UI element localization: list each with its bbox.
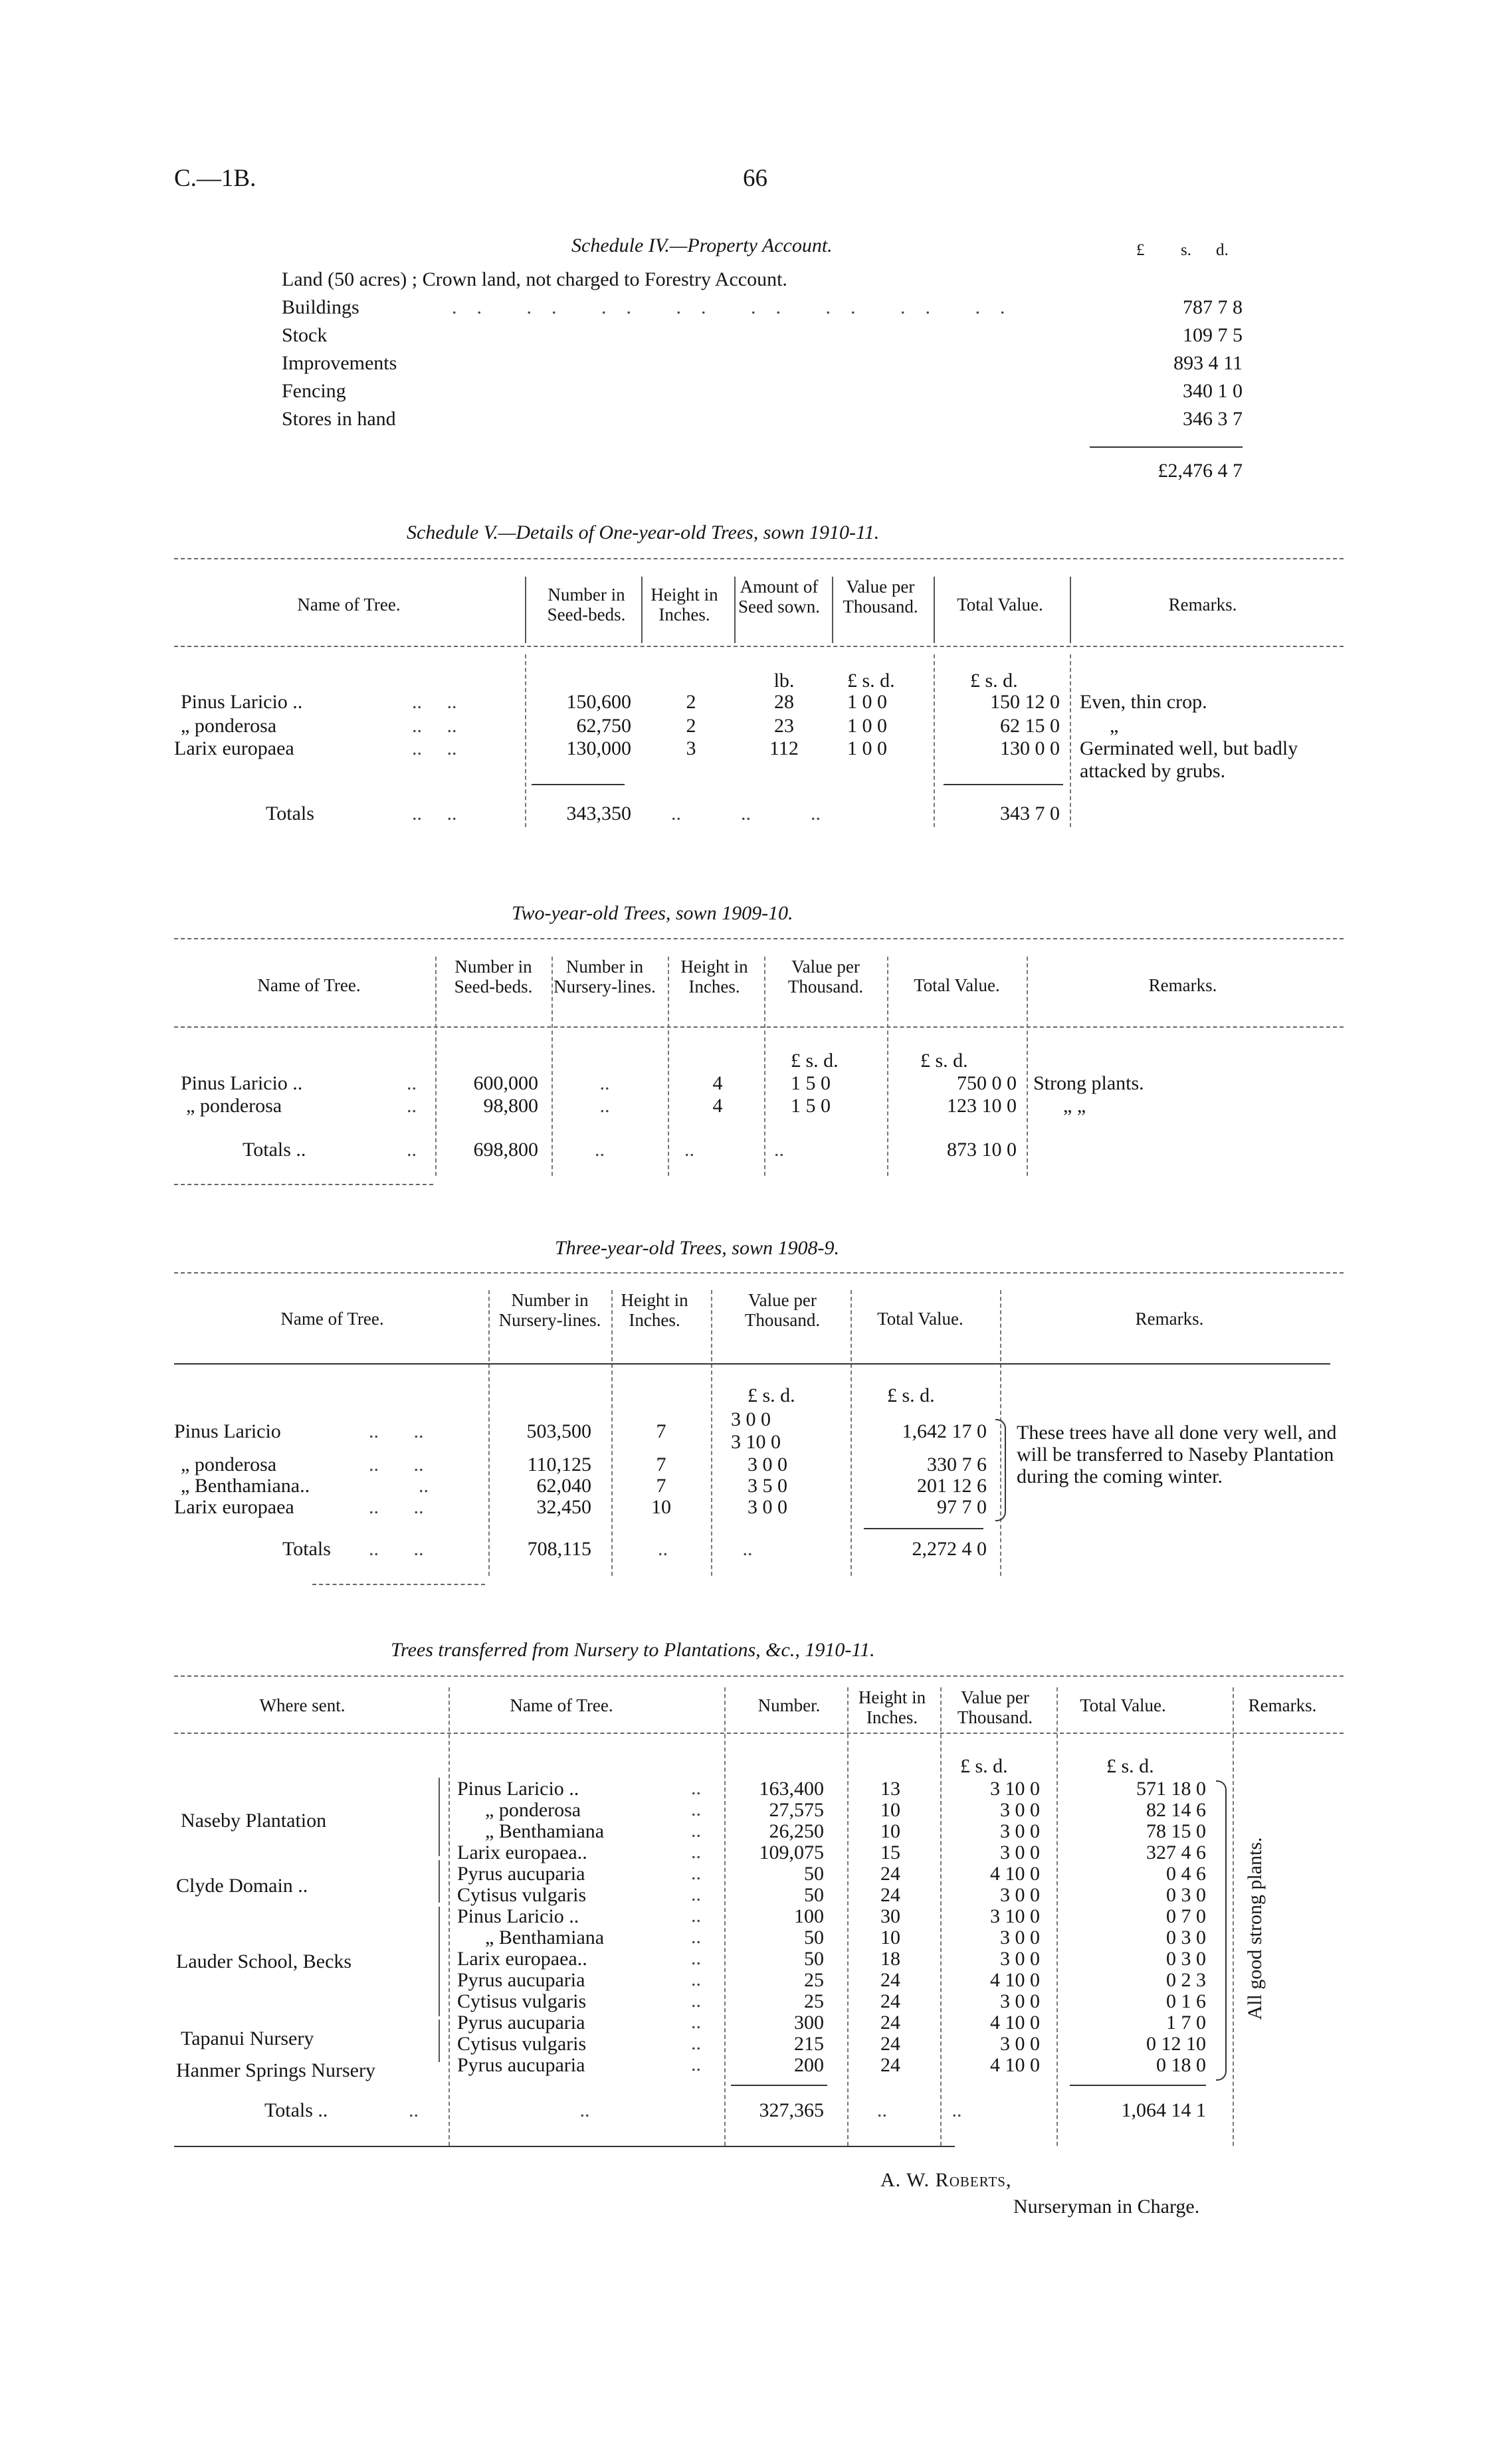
col-header-total: Total Value. xyxy=(877,1309,963,1329)
table-row-name: „ Benthamiana.. xyxy=(181,1475,310,1497)
number-cell: 27,575 xyxy=(769,1799,824,1821)
number-cell: 50 xyxy=(804,1884,824,1906)
total-cell: 571 18 0 xyxy=(1136,1778,1206,1800)
total-rule xyxy=(1090,446,1243,448)
unit-total: £ s. d. xyxy=(920,1050,968,1072)
leader-dots: .. .. xyxy=(369,1454,424,1475)
col-header-seed: Number in Seed-beds. xyxy=(454,957,533,996)
value-cell: 3 0 0 xyxy=(1000,2033,1040,2055)
col-header-height: Height in Inches. xyxy=(680,957,748,996)
total-cell: 150 12 0 xyxy=(990,691,1060,713)
height-cell: 24 xyxy=(880,2033,900,2055)
col-divider xyxy=(525,577,526,643)
height-cell: 18 xyxy=(880,1948,900,1970)
property-value-improvements: 893 4 11 xyxy=(1173,352,1243,374)
table-bottom-rule xyxy=(312,1584,485,1585)
leader-dots: .. xyxy=(419,1475,429,1497)
table-top-rule xyxy=(174,558,1344,559)
total-cell: 0 12 10 xyxy=(1146,2033,1206,2055)
col-header-number: Number in Seed-beds. xyxy=(547,585,626,624)
height-cell: 7 xyxy=(656,1420,666,1442)
col-divider xyxy=(724,1687,726,2146)
number-cell: 62,750 xyxy=(576,715,631,737)
height-cell: 7 xyxy=(656,1454,666,1475)
value-cell: 3 0 0 xyxy=(1000,1842,1040,1863)
col-header-amount: Amount of Seed sown. xyxy=(738,577,820,616)
number-cell: 62,040 xyxy=(536,1475,591,1497)
table-row-name: „ Benthamiana xyxy=(485,1927,605,1948)
value-cell: 3 0 0 xyxy=(1000,1820,1040,1842)
signature-title: Nurseryman in Charge. xyxy=(1013,2196,1200,2218)
table-row-name: Pyrus aucuparia xyxy=(457,1969,585,1991)
value-cell: 1 0 0 xyxy=(847,691,887,713)
col-divider xyxy=(449,1687,450,2146)
height-cell: 24 xyxy=(880,2012,900,2034)
leader-dots: .. .. xyxy=(369,1420,424,1442)
col-divider xyxy=(1070,577,1071,643)
table-row-name: Pinus Laricio .. xyxy=(181,691,303,713)
total-cell: 123 10 0 xyxy=(947,1095,1017,1117)
header-bottom-rule xyxy=(174,646,1344,647)
place-clyde: Clyde Domain .. xyxy=(176,1875,308,1897)
col-divider xyxy=(934,654,935,827)
amount-cell: 112 xyxy=(769,737,799,759)
value-cell: 3 10 0 xyxy=(990,1778,1040,1800)
height-cell: 4 xyxy=(712,1095,723,1117)
col-header-nursery: Number in Nursery-lines. xyxy=(553,957,656,996)
totals-rule xyxy=(944,784,1063,785)
leader-dots: .. .. .. xyxy=(671,803,821,824)
totals-label: Totals .. xyxy=(243,1139,306,1161)
total-cell: 0 7 0 xyxy=(1166,1905,1206,1927)
col-header-remarks: Remarks. xyxy=(1248,1695,1317,1715)
property-row-improvements: Improvements xyxy=(282,352,397,374)
remarks-cell: „ xyxy=(1110,715,1119,737)
value-cell: 1 5 0 xyxy=(791,1072,831,1094)
property-value-buildings: 787 7 8 xyxy=(1183,296,1243,318)
height-cell: 24 xyxy=(880,1990,900,2012)
col-divider xyxy=(525,654,526,827)
col-header-total: Total Value. xyxy=(1080,1695,1166,1715)
place-tapanui: Tapanui Nursery xyxy=(181,2028,314,2049)
unit-value: £ s. d. xyxy=(748,1384,795,1406)
table-row-name: Pyrus aucuparia xyxy=(457,2012,585,2034)
three-year-title: Three-year-old Trees, sown 1908-9. xyxy=(555,1237,839,1259)
totals-number: 708,115 xyxy=(527,1538,591,1560)
col-header-remarks: Remarks. xyxy=(1135,1309,1204,1329)
totals-rule xyxy=(731,2085,827,2086)
col-divider xyxy=(934,577,935,643)
leader-dots: .. xyxy=(407,1139,417,1161)
group-bracket xyxy=(439,1860,440,1903)
property-value-stock: 109 7 5 xyxy=(1183,324,1243,346)
seed-cell: 98,800 xyxy=(483,1095,538,1117)
land-line: Land (50 acres) ; Crown land, not charged to Forestry Account. xyxy=(282,268,787,290)
unit-value: £ s. d. xyxy=(960,1755,1008,1777)
number-cell: 50 xyxy=(804,1863,824,1885)
height-cell: 24 xyxy=(880,1863,900,1885)
amount-cell: 23 xyxy=(774,715,794,737)
col-divider xyxy=(552,957,553,1176)
table-top-rule xyxy=(174,1272,1344,1274)
col-header-number: Number. xyxy=(757,1695,821,1715)
height-cell: 10 xyxy=(880,1927,900,1948)
leader-dots: .. .. xyxy=(412,803,457,824)
totals-seed: 698,800 xyxy=(473,1139,538,1161)
number-cell: 215 xyxy=(794,2033,824,2055)
header-bottom-rule xyxy=(174,1733,1344,1734)
page-reference: C.—1B. xyxy=(174,165,256,192)
table-row-name: Larix europaea.. xyxy=(457,1842,587,1863)
table-row-name: Cytisus vulgaris xyxy=(457,2033,587,2055)
table-bottom-rule xyxy=(174,1184,433,1185)
header-bottom-rule xyxy=(174,1026,1344,1028)
total-cell: 1 7 0 xyxy=(1166,2012,1206,2034)
leader-dots: .. .. .. .. .. .. .. .. xyxy=(452,296,1025,318)
table-row-name: „ ponderosa xyxy=(186,1095,282,1117)
col-header-height: Height in Inches. xyxy=(858,1687,926,1727)
leader-dots: .. .. xyxy=(369,1538,424,1560)
value-cell: 4 10 0 xyxy=(990,2054,1040,2076)
totals-value: 343 7 0 xyxy=(1000,803,1060,824)
number-cell: 50 xyxy=(804,1927,824,1948)
place-hanmer: Hanmer Springs Nursery xyxy=(176,2059,375,2081)
unit-lb: lb. xyxy=(773,670,795,692)
leader-dots: .. xyxy=(409,2099,419,2121)
remarks-cell: Strong plants. xyxy=(1033,1072,1144,1094)
col-divider xyxy=(1027,957,1028,1176)
total-cell: 0 3 0 xyxy=(1166,1948,1206,1970)
property-row-buildings: Buildings xyxy=(282,296,359,318)
place-lauder: Lauder School, Becks xyxy=(176,1950,352,1972)
value-cell: 4 10 0 xyxy=(990,1863,1040,1885)
number-cell: 300 xyxy=(794,2012,824,2034)
height-cell: 10 xyxy=(880,1820,900,1842)
schedule-v-title: Schedule V.—Details of One-year-old Trees, sown 1910-11. xyxy=(407,521,880,543)
table-row-name: Larix europaea xyxy=(174,1496,294,1518)
number-cell: 25 xyxy=(804,1990,824,2012)
table-row-name: „ ponderosa xyxy=(485,1799,581,1821)
property-value-stores: 346 3 7 xyxy=(1183,408,1243,430)
table-row-name: Cytisus vulgaris xyxy=(457,1884,587,1906)
group-bracket xyxy=(439,1907,440,2016)
height-cell: 24 xyxy=(880,2054,900,2076)
total-cell: 62 15 0 xyxy=(1000,715,1060,737)
value-cell: 4 10 0 xyxy=(990,2012,1040,2034)
number-cell: 150,600 xyxy=(566,691,631,713)
table-row-name: Larix europaea xyxy=(174,737,294,759)
group-bracket xyxy=(439,1778,440,1856)
table-row-name: Pyrus aucuparia xyxy=(457,2054,585,2076)
col-divider xyxy=(847,1687,849,2146)
three-year-remarks: These trees have all done very well, and will be transferred to Naseby Plantation during the coming winter. xyxy=(1017,1422,1337,1487)
table-bottom-rule xyxy=(174,2146,955,2147)
property-row-stores: Stores in hand xyxy=(282,408,396,430)
leader-dots: .. .. xyxy=(412,691,457,713)
value-cell: 4 10 0 xyxy=(990,1969,1040,1991)
number-cell: 109,075 xyxy=(759,1842,824,1863)
pence-col-header: d. xyxy=(1216,241,1229,259)
seed-cell: 600,000 xyxy=(473,1072,538,1094)
total-cell: 82 14 6 xyxy=(1146,1799,1206,1821)
two-year-title: Two-year-old Trees, sown 1909-10. xyxy=(512,902,793,924)
table-row-name: „ ponderosa xyxy=(181,715,277,737)
height-cell: 24 xyxy=(880,1884,900,1906)
totals-value: 1,064 14 1 xyxy=(1121,2099,1206,2121)
total-cell: 0 2 3 xyxy=(1166,1969,1206,1991)
col-header-name: Name of Tree. xyxy=(280,1309,384,1329)
col-divider xyxy=(711,1290,712,1576)
height-cell: 24 xyxy=(880,1969,900,1991)
col-divider xyxy=(832,577,833,643)
col-divider xyxy=(611,1290,613,1576)
col-header-height: Height in Inches. xyxy=(651,585,718,624)
value-cell: 3 5 0 xyxy=(748,1475,787,1497)
col-header-remarks: Remarks. xyxy=(1168,595,1237,615)
total-cell: 130 0 0 xyxy=(1000,737,1060,759)
number-cell: 26,250 xyxy=(769,1820,824,1842)
table-row-name: Pyrus aucuparia xyxy=(457,1863,585,1885)
totals-label: Totals .. xyxy=(264,2099,328,2121)
col-divider xyxy=(940,1687,942,2146)
col-header-name: Name of Tree. xyxy=(257,975,361,995)
amount-cell: 28 xyxy=(774,691,794,713)
number-cell: 32,450 xyxy=(536,1496,591,1518)
col-divider xyxy=(1070,654,1071,827)
table-top-rule xyxy=(174,1675,1344,1677)
height-cell: 15 xyxy=(880,1842,900,1863)
totals-value: 2,272 4 0 xyxy=(912,1538,987,1560)
height-cell: 4 xyxy=(712,1072,723,1094)
total-cell: 0 4 6 xyxy=(1166,1863,1206,1885)
col-header-name: Name of Tree. xyxy=(297,595,401,615)
col-header-value: Value per Thousand. xyxy=(744,1290,821,1330)
leader-dots: .. .. .. .. .. .. .. .. .. .. .. .. .. .. xyxy=(691,1777,701,2075)
table-top-rule xyxy=(174,938,1344,939)
col-header-where: Where sent. xyxy=(259,1695,346,1715)
col-divider xyxy=(851,1290,852,1576)
col-divider xyxy=(734,577,736,643)
col-divider xyxy=(488,1290,490,1576)
property-value-fencing: 340 1 0 xyxy=(1183,380,1243,402)
number-cell: 163,400 xyxy=(759,1778,824,1800)
total-cell: 0 3 0 xyxy=(1166,1927,1206,1948)
number-cell: 130,000 xyxy=(566,737,631,759)
height-cell: 13 xyxy=(880,1778,900,1800)
value-cell: 3 0 0 xyxy=(748,1496,787,1518)
number-cell: 503,500 xyxy=(526,1420,591,1442)
transfers-title: Trees transferred from Nursery to Plantations, &c., 1910-11. xyxy=(391,1639,875,1661)
unit-value: £ s. d. xyxy=(791,1050,839,1072)
number-cell: 110,125 xyxy=(527,1454,591,1475)
height-cell: 10 xyxy=(651,1496,671,1518)
table-row-name: „ Benthamiana xyxy=(485,1820,605,1842)
total-cell: 0 1 6 xyxy=(1166,1990,1206,2012)
col-header-value: Value per Thousand. xyxy=(843,577,918,616)
col-header-height: Height in Inches. xyxy=(621,1290,688,1330)
table-row-name: Pinus Laricio .. xyxy=(457,1778,579,1800)
totals-value: 873 10 0 xyxy=(947,1139,1017,1161)
number-cell: 100 xyxy=(794,1905,824,1927)
header-bottom-rule xyxy=(174,1363,1330,1365)
place-naseby: Naseby Plantation xyxy=(181,1810,327,1832)
totals-rule xyxy=(864,1528,983,1529)
value-cell: 3 0 0 xyxy=(1000,1948,1040,1970)
value-cell: 3 0 0 xyxy=(1000,1884,1040,1906)
leader-dots: .. .. .. xyxy=(595,1139,784,1161)
total-cell: 97 7 0 xyxy=(937,1496,987,1518)
unit-value: £ s. d. xyxy=(847,670,895,692)
value-cell: 1 0 0 xyxy=(847,737,887,759)
value-cell: 3 0 0 xyxy=(1000,1799,1040,1821)
leader-dots: .. .. xyxy=(412,715,457,737)
totals-label: Totals xyxy=(282,1538,331,1560)
total-cell: 0 18 0 xyxy=(1156,2054,1206,2076)
col-header-value: Value per Thousand. xyxy=(957,1687,1033,1727)
remarks-cell: Germinated well, but badly attacked by grubs. xyxy=(1080,737,1298,782)
col-divider xyxy=(641,577,643,643)
value-cell: 3 0 0 3 10 0 xyxy=(731,1408,781,1453)
nursery-cell: .. xyxy=(599,1095,610,1117)
unit-total: £ s. d. xyxy=(970,670,1018,692)
total-cell: 0 3 0 xyxy=(1166,1884,1206,1906)
transfers-remarks: All good strong plants. xyxy=(1244,1837,1266,2020)
total-cell: 78 15 0 xyxy=(1146,1820,1206,1842)
table-row-name: Pinus Laricio xyxy=(174,1420,281,1442)
col-divider xyxy=(1056,1687,1058,2146)
height-cell: 10 xyxy=(880,1799,900,1821)
property-row-fencing: Fencing xyxy=(282,380,346,402)
totals-label: Totals xyxy=(266,803,314,824)
col-divider xyxy=(435,957,437,1176)
height-cell: 7 xyxy=(656,1475,666,1497)
value-cell: 1 0 0 xyxy=(847,715,887,737)
unit-total: £ s. d. xyxy=(1106,1755,1154,1777)
table-row-name: Pinus Laricio .. xyxy=(181,1072,303,1094)
totals-number: 343,350 xyxy=(566,803,631,824)
col-divider xyxy=(887,957,888,1176)
schedule-iv-title: Schedule IV.—Property Account. xyxy=(571,235,833,256)
totals-name: .. xyxy=(579,2099,590,2121)
leader-dots: .. xyxy=(407,1095,417,1117)
page-number: 66 xyxy=(743,165,767,192)
value-cell: 1 5 0 xyxy=(791,1095,831,1117)
leader-dots: .. .. xyxy=(877,2099,962,2121)
shillings-col-header: s. xyxy=(1181,241,1191,259)
totals-rule xyxy=(1070,2085,1206,2086)
pounds-col-header: £ xyxy=(1136,241,1145,259)
table-row-name: Cytisus vulgaris xyxy=(457,1990,587,2012)
col-header-number: Number in Nursery-lines. xyxy=(498,1290,601,1330)
unit-total: £ s. d. xyxy=(887,1384,935,1406)
total-cell: 201 12 6 xyxy=(917,1475,987,1497)
table-row-name: Larix europaea.. xyxy=(457,1948,587,1970)
number-cell: 50 xyxy=(804,1948,824,1970)
total-cell: 1,642 17 0 xyxy=(902,1420,987,1442)
value-cell: 3 0 0 xyxy=(748,1454,787,1475)
totals-number: 327,365 xyxy=(759,2099,824,2121)
value-cell: 3 0 0 xyxy=(1000,1927,1040,1948)
remarks-cell: „ „ xyxy=(1063,1095,1086,1117)
height-cell: 2 xyxy=(686,691,696,713)
remarks-cell: Even, thin crop. xyxy=(1080,691,1207,713)
nursery-cell: .. xyxy=(599,1072,610,1094)
col-divider xyxy=(1233,1687,1234,2146)
leader-dots: .. .. xyxy=(658,1538,753,1560)
total-cell: 327 4 6 xyxy=(1146,1842,1206,1863)
height-cell: 3 xyxy=(686,737,696,759)
value-cell: 3 0 0 xyxy=(1000,1990,1040,2012)
col-header-name: Name of Tree. xyxy=(510,1695,613,1715)
group-bracket xyxy=(439,2020,440,2062)
remarks-brace xyxy=(995,1419,1006,1521)
col-header-value: Value per Thousand. xyxy=(787,957,864,996)
remarks-brace xyxy=(1216,1780,1227,2081)
total-cell: 750 0 0 xyxy=(957,1072,1017,1094)
value-cell: 3 10 0 xyxy=(990,1905,1040,1927)
total-cell: 330 7 6 xyxy=(927,1454,987,1475)
number-cell: 200 xyxy=(794,2054,824,2076)
signature-name: A. W. Roberts, xyxy=(880,2169,1012,2191)
col-header-remarks: Remarks. xyxy=(1148,975,1217,995)
table-row-name: „ ponderosa xyxy=(181,1454,277,1475)
table-row-name: Pinus Laricio .. xyxy=(457,1905,579,1927)
number-cell: 25 xyxy=(804,1969,824,1991)
totals-rule xyxy=(532,784,625,785)
leader-dots: .. .. xyxy=(412,737,457,759)
height-cell: 2 xyxy=(686,715,696,737)
leader-dots: .. xyxy=(407,1072,417,1094)
col-header-total: Total Value. xyxy=(957,595,1043,615)
height-cell: 30 xyxy=(880,1905,900,1927)
property-total: £2,476 4 7 xyxy=(1157,460,1243,482)
leader-dots: .. .. xyxy=(369,1496,424,1518)
col-header-total: Total Value. xyxy=(914,975,1000,995)
property-row-stock: Stock xyxy=(282,324,328,346)
